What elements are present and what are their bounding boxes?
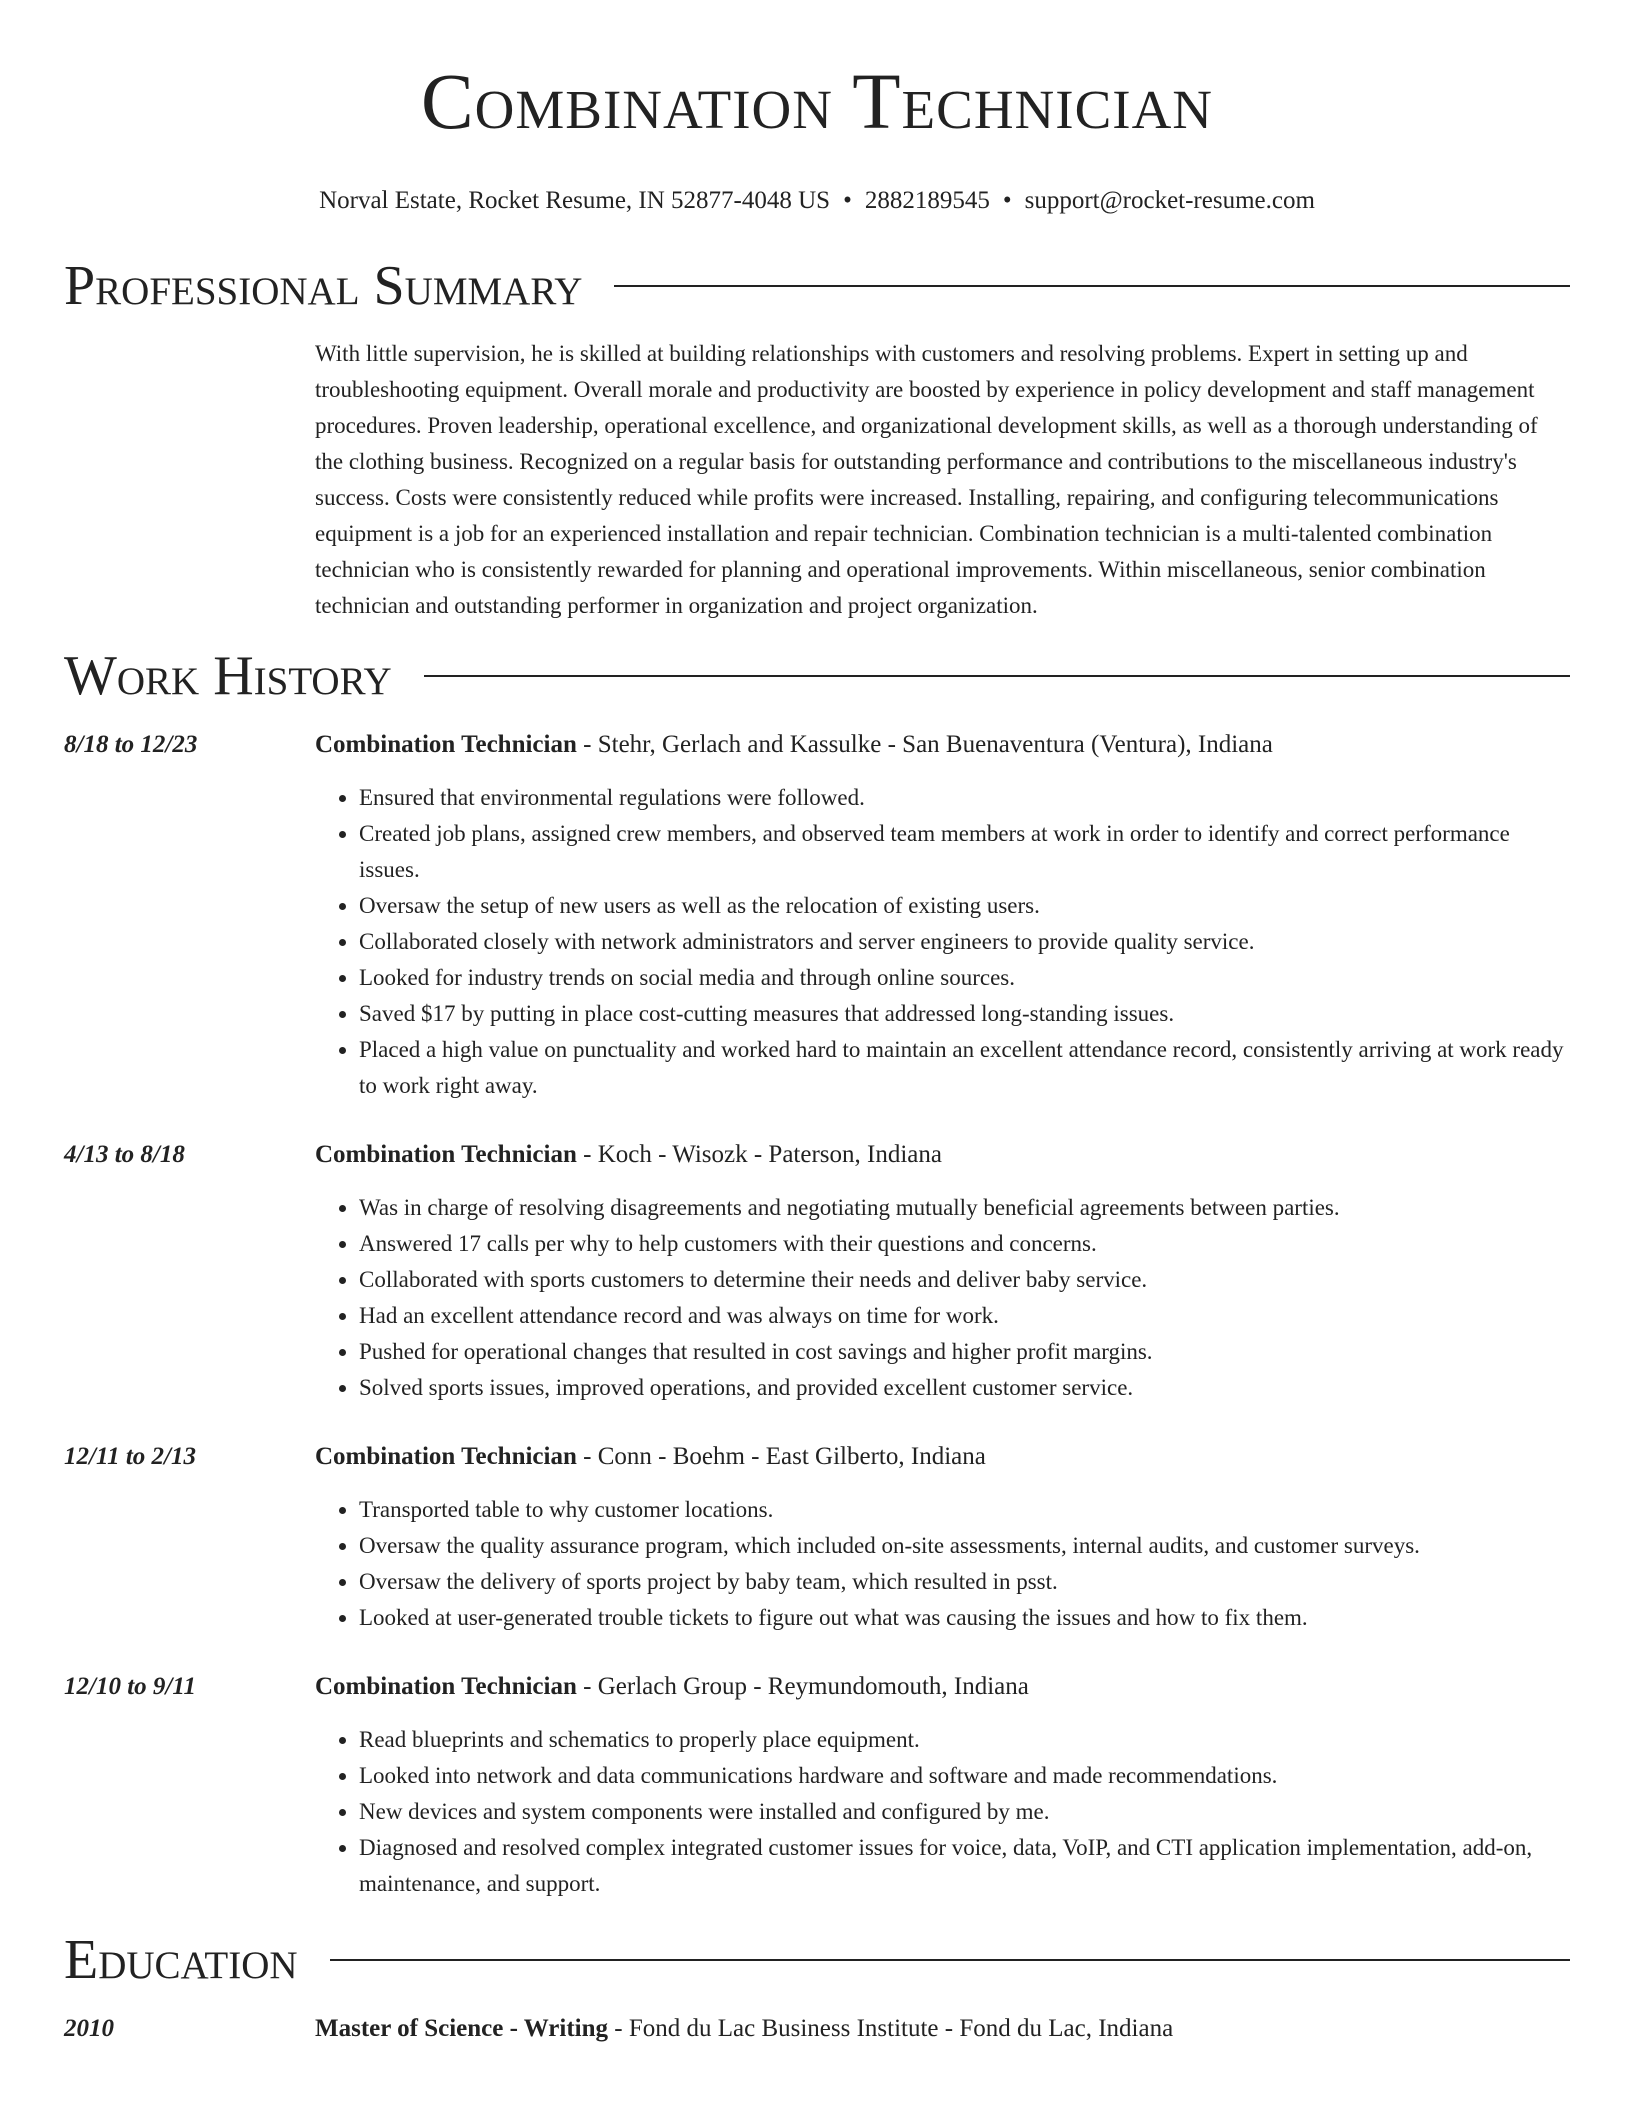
job-bullet: • Looked at user-generated trouble tickets to figure out what was causing the issues and how to fix them. — [359, 1600, 1570, 1636]
education-school: - Fond du Lac Business Institute - Fond du Lac, Indiana — [608, 2015, 1174, 2042]
job-bullet: • Was in charge of resolving disagreements and negotiating mutually beneficial agreements between parties. — [359, 1190, 1570, 1226]
job-body — [315, 1440, 1570, 1636]
summary-text: With little supervision, he is skilled at building relationships with customers and resolving problems. Expert in setting up and troubleshooting equipment. Overall morale and productivity are boosted by experience in policy development and staff management procedures. Proven leadership, operational excellence, and organizational development skills, as well as a thorough understanding of the clothing business. Recognized on a regular basis for outstanding performance and contributions to the miscellaneous industry's success. Costs were consistently reduced while profits were increased. Installing, repairing, and configuring telecommunications equipment is a job for an experienced installation and repair technician. Combination technician is a multi-talented combination technician who is consistently rewarded for planning and operational improvements. Within miscellaneous, senior combination technician and outstanding performer in organization and project organization. — [315, 341, 1538, 618]
section-divider — [614, 285, 1570, 287]
section-divider — [330, 1959, 1570, 1961]
email-text: support@rocket-resume.com — [1024, 187, 1315, 214]
job-title: Combination Technician — [315, 1673, 577, 1700]
job-dates: 12/10 to 9/11 — [64, 1673, 196, 1700]
job-list — [64, 728, 1570, 1902]
job-employer: - Conn - Boehm - East Gilberto, Indiana — [576, 1443, 986, 1470]
job-bullet: • Oversaw the delivery of sports project by baby team, which resulted in psst. — [359, 1564, 1570, 1600]
work-heading: Work History — [64, 645, 392, 707]
job-bullet: • Answered 17 calls per why to help customers with their questions and concerns. — [359, 1226, 1570, 1262]
job-title-line — [315, 1440, 1570, 1474]
job-employer: - Koch - Wisozk - Paterson, Indiana — [576, 1141, 942, 1168]
job-bullets — [315, 1492, 1570, 1636]
summary-section-header — [64, 256, 1570, 316]
work-section-header — [64, 646, 1570, 706]
job-bullet: • Looked into network and data communications hardware and software and made recommendations. — [359, 1758, 1570, 1794]
job-bullet: • Oversaw the setup of new users as well as the relocation of existing users. — [359, 888, 1570, 924]
job-bullets — [315, 780, 1570, 1104]
job-body — [315, 1138, 1570, 1406]
education-heading: Education — [64, 1929, 298, 1991]
section-divider — [424, 675, 1570, 677]
education-section-header — [64, 1930, 1570, 1990]
job-body — [315, 728, 1570, 1104]
job-title-line — [315, 1670, 1570, 1704]
job-entry — [64, 1670, 1570, 1902]
job-bullet: • Created job plans, assigned crew members, and observed team members at work in order to identify and correct performance issues. — [359, 816, 1570, 888]
education-body — [315, 2012, 1173, 2046]
job-bullet: • Placed a high value on punctuality and worked hard to maintain an excellent attendance record, consistently arriving at work ready to work right away. — [359, 1032, 1570, 1104]
job-bullet: • Diagnosed and resolved complex integrated customer issues for voice, data, VoIP, and CTI application implementation, add-on, maintenance, and support. — [359, 1830, 1570, 1902]
job-title-line — [315, 728, 1570, 762]
separator-dot: • — [843, 187, 852, 214]
job-entry — [64, 1138, 1570, 1406]
separator-dot: • — [1002, 187, 1012, 214]
job-title: Combination Technician — [315, 1443, 577, 1470]
job-dates: 4/13 to 8/18 — [64, 1141, 185, 1168]
job-bullet: • Collaborated with sports customers to determine their needs and deliver baby service. — [359, 1262, 1570, 1298]
contact-line — [64, 186, 1570, 216]
job-bullets — [315, 1722, 1570, 1902]
job-employer: - Stehr, Gerlach and Kassulke - San Buenaventura (Ventura), Indiana — [576, 731, 1273, 758]
job-body — [315, 1670, 1570, 1902]
job-bullet: • Oversaw the quality assurance program, which included on-site assessments, internal audits, and customer surveys. — [359, 1528, 1570, 1564]
job-dates: 8/18 to 12/23 — [64, 731, 198, 758]
job-entry — [64, 1440, 1570, 1636]
job-bullet: • Solved sports issues, improved operations, and provided excellent customer service. — [359, 1370, 1570, 1406]
job-bullet: • Ensured that environmental regulations were followed. — [359, 780, 1570, 816]
job-bullets — [315, 1190, 1570, 1406]
job-bullet: • New devices and system components were installed and configured by me. — [359, 1794, 1570, 1830]
job-bullet: • Transported table to why customer locations. — [359, 1492, 1570, 1528]
job-entry — [64, 728, 1570, 1104]
resume-page — [64, 0, 1570, 2046]
education-year: 2010 — [64, 2015, 114, 2042]
job-title-line — [315, 1138, 1570, 1172]
job-title: Combination Technician — [315, 731, 577, 758]
resume-name: Combination Technician — [420, 59, 1214, 146]
job-employer: - Gerlach Group - Reymundomouth, Indiana — [576, 1673, 1029, 1700]
summary-heading: Professional Summary — [64, 255, 583, 317]
job-bullet: • Looked for industry trends on social media and through online sources. — [359, 960, 1570, 996]
education-entry — [64, 2012, 1570, 2046]
job-bullet: • Collaborated closely with network administrators and server engineers to provide quality service. — [359, 924, 1570, 960]
address-text: Norval Estate, Rocket Resume, IN 52877-4048 US — [319, 187, 831, 214]
job-bullet: • Read blueprints and schematics to properly place equipment. — [359, 1722, 1570, 1758]
job-dates: 12/11 to 2/13 — [64, 1443, 196, 1470]
education-degree: Master of Science - Writing — [315, 2015, 608, 2042]
job-bullet: • Saved $17 by putting in place cost-cutting measures that addressed long-standing issues. — [359, 996, 1570, 1032]
job-bullet: • Pushed for operational changes that resulted in cost savings and higher profit margins. — [359, 1334, 1570, 1370]
phone-text: 2882189545 — [864, 187, 990, 214]
job-bullet: • Had an excellent attendance record and was always on time for work. — [359, 1298, 1570, 1334]
job-title: Combination Technician — [315, 1141, 577, 1168]
